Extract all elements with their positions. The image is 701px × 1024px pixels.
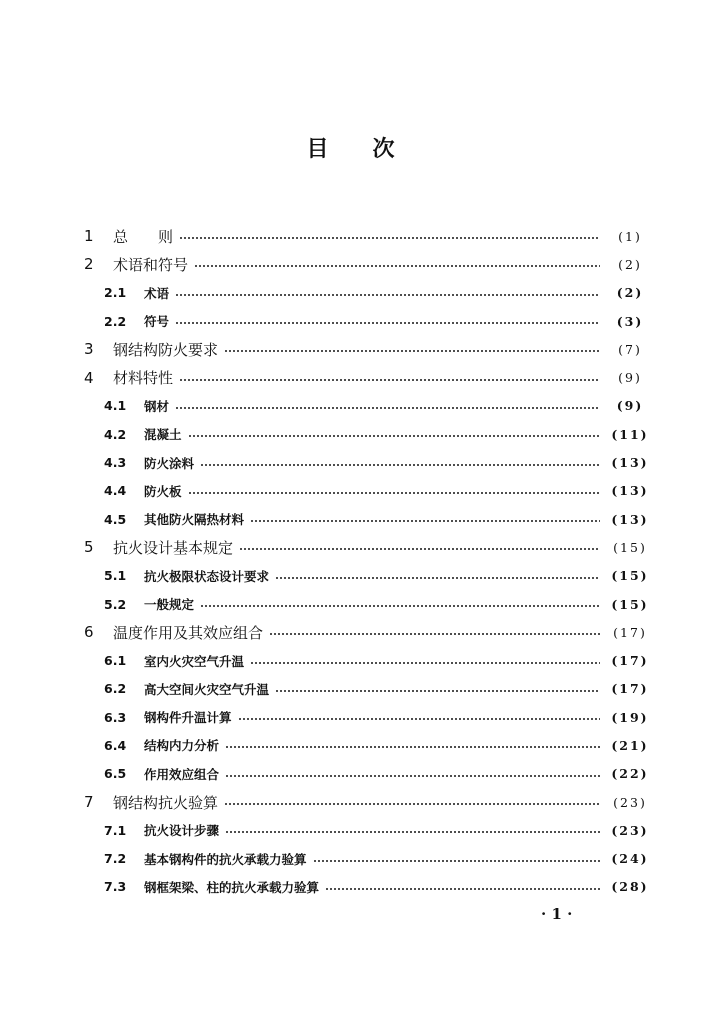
dot-leader: [325, 888, 600, 890]
dot-leader: [179, 237, 600, 239]
toc-entry-page: (7): [618, 341, 642, 357]
dot-leader: [224, 803, 600, 805]
toc-section-entry[interactable]: [0, 845, 701, 873]
toc-section-entry[interactable]: [0, 307, 701, 335]
toc-entry-number: 3: [84, 340, 94, 359]
toc-section-entry[interactable]: [0, 873, 701, 901]
toc-entry-number: 1: [84, 227, 94, 246]
toc-entry-title: 抗火极限状态设计要求: [144, 568, 270, 584]
dot-leader: [224, 350, 600, 352]
toc-section-entry[interactable]: [0, 392, 701, 420]
toc-entry-number: 2.1: [104, 285, 127, 301]
toc-section-entry[interactable]: [0, 448, 701, 476]
toc-entry-page: (15): [611, 596, 649, 612]
toc-entry-title: 钢构件升温计算: [144, 710, 232, 726]
title-char-2: 次: [372, 137, 395, 162]
toc-entry-number: 7.3: [104, 879, 127, 895]
toc-section-entry[interactable]: [0, 703, 701, 731]
toc-entry-number: 2: [84, 255, 94, 274]
dot-leader: [188, 492, 600, 494]
toc-entry-page: (23): [613, 794, 647, 810]
title-char-1: 目: [306, 137, 329, 162]
toc-entry-page: (21): [611, 737, 649, 753]
dot-leader: [250, 662, 600, 664]
toc-entry-title: 高大空间火灾空气升温: [144, 681, 270, 697]
dot-leader: [175, 294, 600, 296]
toc-entry-title: 术语: [144, 285, 170, 301]
toc-entry-page: (9): [618, 370, 642, 386]
toc-entry-page: (15): [611, 568, 649, 584]
toc-chapter-entry[interactable]: [0, 250, 701, 278]
dot-leader: [313, 860, 600, 862]
toc-entry-title: 抗火设计基本规定: [113, 538, 234, 557]
toc-entry-page: (9): [616, 398, 644, 414]
toc-entry-title: 防火涂料: [144, 455, 195, 471]
toc-entry-title: 抗火设计步骤: [144, 823, 220, 839]
toc-section-entry[interactable]: [0, 420, 701, 448]
toc-entry-number: 6.5: [104, 766, 127, 782]
toc-entry-page: (22): [611, 766, 649, 782]
toc-entry-page: (19): [611, 709, 649, 725]
toc-entry-page: (3): [616, 313, 644, 329]
toc-chapter-entry[interactable]: [0, 788, 701, 816]
toc-entry-title: 基本钢构件的抗火承载力验算: [144, 851, 307, 867]
toc-entry-title: 作用效应组合: [144, 766, 220, 782]
toc-entry-number: 2.2: [104, 313, 127, 329]
dot-leader: [194, 265, 600, 267]
toc-section-entry[interactable]: [0, 675, 701, 703]
toc-section-entry[interactable]: [0, 505, 701, 533]
toc-entry-page: (17): [611, 653, 649, 669]
toc-chapter-entry[interactable]: [0, 222, 701, 250]
toc-entry-number: 4.3: [104, 455, 127, 471]
toc-entry-title: 一般规定: [144, 597, 195, 612]
toc-entry-page: (28): [611, 879, 649, 895]
toc-entry-title: 混凝土: [144, 427, 182, 443]
toc-entry-title: 总 则: [113, 227, 174, 246]
toc-section-entry[interactable]: [0, 760, 701, 788]
toc-section-entry[interactable]: [0, 590, 701, 618]
toc-chapter-entry[interactable]: [0, 533, 701, 561]
toc-entry-page: (13): [611, 483, 649, 499]
toc-entry-number: 5: [84, 538, 94, 557]
dot-leader: [200, 605, 600, 607]
toc-entry-title: 钢材: [144, 398, 170, 414]
toc-section-entry[interactable]: [0, 279, 701, 307]
toc-entry-page: (15): [613, 539, 647, 555]
toc-section-entry[interactable]: [0, 816, 701, 844]
dot-leader: [188, 435, 600, 437]
toc-entry-title: 符号: [144, 314, 170, 330]
toc-entry-number: 7.2: [104, 851, 127, 867]
toc-entry-number: 7.1: [104, 822, 127, 838]
toc-entry-page: (11): [611, 426, 649, 442]
toc-entry-title: 术语和符号: [113, 255, 189, 274]
toc-entry-number: 6.4: [104, 737, 127, 753]
toc-entry-title: 温度作用及其效应组合: [113, 623, 264, 642]
toc-entry-title: 钢结构防火要求: [113, 340, 219, 359]
dot-leader: [275, 577, 600, 579]
toc-entry-title: 防火板: [144, 483, 182, 499]
toc-chapter-entry[interactable]: [0, 335, 701, 363]
toc-entry-title: 钢框架梁、柱的抗火承载力验算: [144, 879, 320, 895]
dot-leader: [239, 548, 600, 550]
dot-leader: [269, 633, 600, 635]
toc-entry-page: (23): [611, 822, 649, 838]
toc-entry-number: 6.2: [104, 681, 127, 697]
toc-entry-title: 钢结构抗火验算: [113, 793, 219, 812]
table-of-contents: [0, 222, 701, 901]
toc-entry-page: (17): [611, 681, 649, 697]
toc-entry-number: 6: [84, 623, 94, 642]
dot-leader: [200, 464, 600, 466]
footer-page-number: · 1 ·: [541, 905, 573, 923]
dot-leader: [238, 718, 600, 720]
toc-entry-number: 5.1: [104, 568, 127, 584]
dot-leader: [179, 379, 600, 381]
toc-entry-number: 4.5: [104, 511, 127, 527]
dot-leader: [250, 520, 600, 522]
toc-entry-page: (13): [611, 511, 649, 527]
toc-entry-number: 6.3: [104, 709, 127, 725]
toc-entry-number: 4.4: [104, 483, 127, 499]
toc-entry-title: 结构内力分析: [144, 738, 220, 754]
dot-leader: [225, 746, 600, 748]
dot-leader: [275, 690, 600, 692]
toc-entry-number: 4: [84, 368, 94, 387]
dot-leader: [175, 407, 600, 409]
toc-entry-page: (13): [611, 455, 649, 471]
toc-section-entry[interactable]: [0, 477, 701, 505]
toc-entry-title: 室内火灾空气升温: [144, 653, 245, 669]
toc-chapter-entry[interactable]: [0, 618, 701, 646]
toc-entry-title: 材料特性: [113, 369, 174, 388]
toc-entry-page: (17): [613, 624, 647, 640]
toc-section-entry[interactable]: [0, 731, 701, 759]
toc-chapter-entry[interactable]: [0, 363, 701, 391]
toc-entry-page: (24): [611, 851, 649, 867]
toc-entry-number: 5.2: [104, 596, 127, 612]
dot-leader: [225, 775, 600, 777]
toc-entry-page: (2): [618, 256, 642, 272]
toc-entry-number: 6.1: [104, 653, 127, 669]
toc-entry-title: 其他防火隔热材料: [144, 512, 245, 528]
page-title: [0, 132, 701, 163]
toc-section-entry[interactable]: [0, 562, 701, 590]
toc-section-entry[interactable]: [0, 646, 701, 674]
toc-entry-page: (2): [616, 285, 644, 301]
toc-entry-number: 4.2: [104, 426, 127, 442]
toc-entry-number: 4.1: [104, 398, 127, 414]
dot-leader: [225, 831, 600, 833]
toc-entry-page: (1): [618, 228, 642, 244]
toc-entry-number: 7: [84, 793, 94, 812]
dot-leader: [175, 322, 600, 324]
